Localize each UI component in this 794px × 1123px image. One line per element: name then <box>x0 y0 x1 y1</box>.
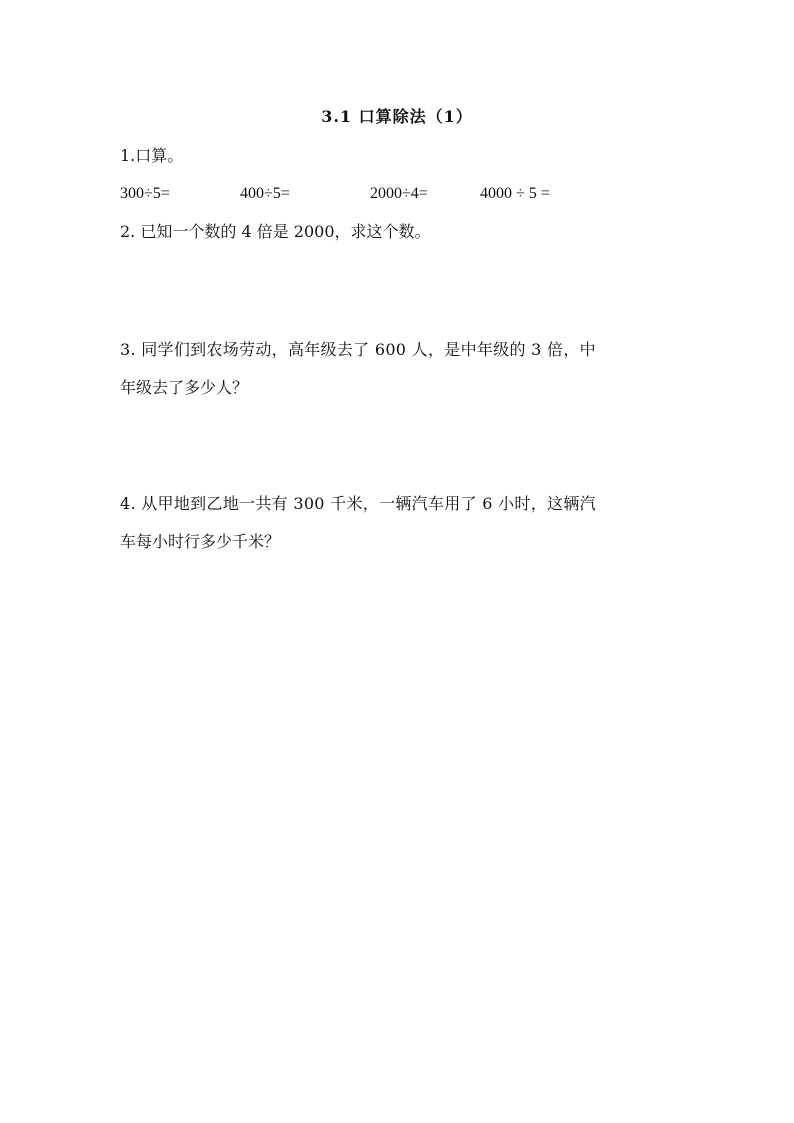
question-2-text: 2. 已知一个数的 4 倍是 2000，求这个数。 <box>120 222 431 241</box>
calculation-item: 4000 ÷ 5 = <box>480 185 550 202</box>
question-1-label: 1.口算。 <box>120 146 184 165</box>
question-3-line-1: 3. 同学们到农场劳动，高年级去了 600 人，是中年级的 3 倍，中 <box>120 340 596 359</box>
calculation-item: 2000÷4= <box>370 185 428 202</box>
question-3-line-2: 年级去了多少人？ <box>120 378 249 397</box>
question-4-line-2: 车每小时行多少千米？ <box>120 532 281 551</box>
question-4-line-1: 4. 从甲地到乙地一共有 300 千米，一辆汽车用了 6 小时，这辆汽 <box>120 494 596 513</box>
page-title: 3.1 口算除法（1） <box>321 107 473 126</box>
calculation-item: 300÷5= <box>120 185 170 202</box>
calculation-item: 400÷5= <box>240 185 290 202</box>
mental-calculation-row <box>120 183 680 205</box>
